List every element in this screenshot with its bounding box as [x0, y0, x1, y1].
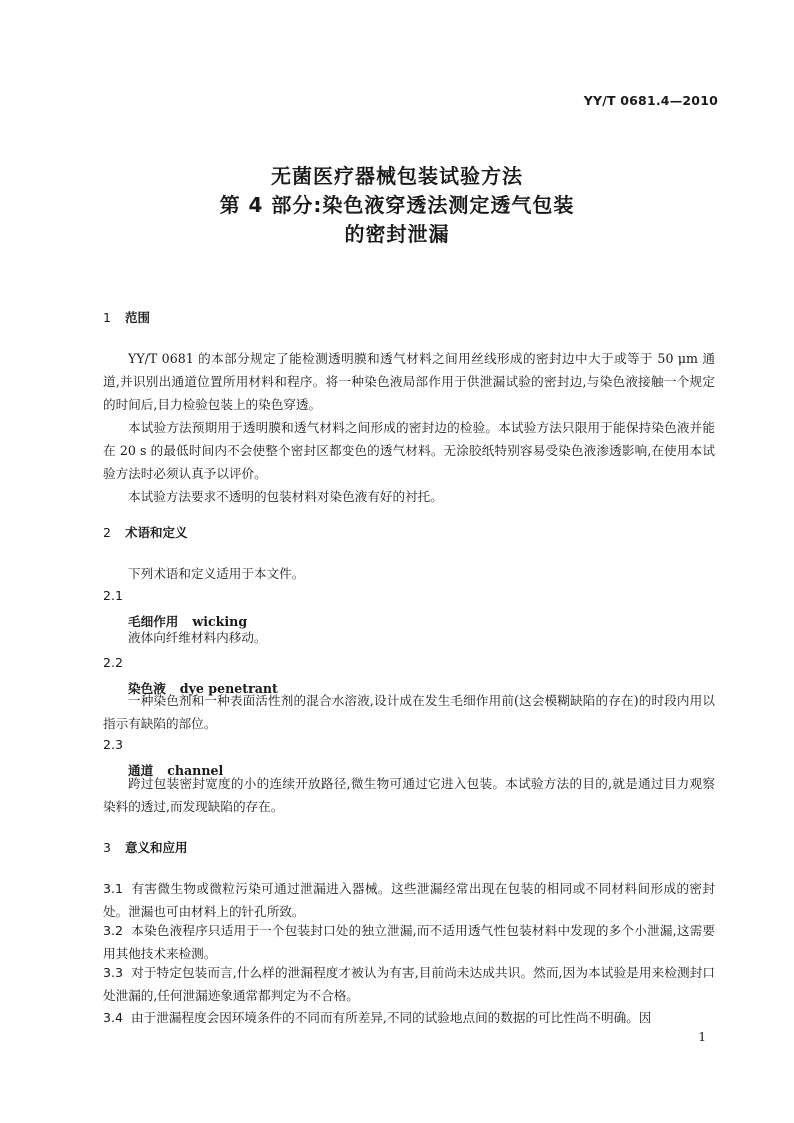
subclause-text: 对于特定包装而言,什么样的泄漏程度才被认为有害,目前尚未达成共识。然而,因为本试验是用来检测封口处泄漏的,任何泄漏迹象通常都判定为不合格。	[103, 965, 715, 1003]
term-zh: 染色液	[128, 681, 166, 696]
scope-paragraph-2: 本试验方法预期用于透明膜和透气材料之间形成的密封边的检验。本试验方法只限用于能保持染色液并能在 20 s 的最低时间内不会使整个密封区都变色的透气材料。无涂胶纸特别容易受染色液渗透影响,在使用本试验方法时必须认真予以评价。	[103, 420, 715, 481]
term-number: 2.2	[103, 655, 124, 670]
page-number: 1	[698, 1030, 706, 1044]
section-title: 术语和定义	[125, 525, 188, 540]
title-line-3: 的密封泄漏	[344, 222, 450, 246]
subclause-number: 3.2	[103, 923, 124, 938]
subclause-3-1	[103, 877, 715, 923]
title-line-1: 无菌医疗器械包装试验方法	[271, 164, 523, 188]
term-en: channel	[167, 763, 224, 778]
term-zh: 通道	[128, 763, 154, 778]
section-number: 3	[103, 840, 111, 855]
section-1-heading	[103, 308, 150, 326]
section-3-heading	[103, 838, 188, 856]
term-number: 2.3	[103, 737, 124, 752]
term-en: dye penetrant	[179, 681, 278, 696]
term-en: wicking	[192, 614, 248, 629]
standard-number: YY/T 0681.4—2010	[583, 93, 718, 108]
section-title: 范围	[125, 310, 151, 325]
subclause-text: 有害微生物或微粒污染可通过泄漏进入器械。这些泄漏经常出现在包装的相同或不同材料间形成的密封处。泄漏也可由材料上的针孔所致。	[103, 881, 715, 919]
scope-paragraph-1: YY/T 0681 的本部分规定了能检测透明膜和透气材料之间用丝线形成的密封边中大于或等于 50 μm 通道,并识别出通道位置所用材料和程序。将一种染色液局部作用于供泄漏试验的密封边,与染色液接触一个规定的时间后,目力检验包装上的染色穿透。	[103, 351, 715, 412]
section-title: 意义和应用	[125, 840, 188, 855]
subclause-3-2	[103, 919, 715, 965]
term-number: 2.1	[103, 588, 124, 603]
section-2-heading	[103, 523, 188, 541]
subclause-3-4	[103, 1006, 715, 1029]
subclause-3-3	[103, 961, 715, 1007]
term-definition: 一种染色剂和一种表面活性剂的混合水溶液,设计成在发生毛细作用前(这会模糊缺陷的存在)的时段内用以指示有缺陷的部位。	[103, 693, 715, 731]
section-number: 1	[103, 310, 111, 325]
terms-intro: 下列术语和定义适用于本文件。	[128, 566, 305, 581]
term-definition: 液体向纤维材料内移动。	[128, 630, 267, 645]
scope-paragraph-3: 本试验方法要求不透明的包装材料对染色液有好的衬托。	[128, 489, 443, 504]
subclause-text: 由于泄漏程度会因环境条件的不同而有所差异,不同的试验地点间的数据的可比性尚不明确。因	[131, 1010, 652, 1025]
title-line-2: 第 4 部分:染色液穿透法测定透气包装	[219, 193, 575, 217]
subclause-number: 3.4	[103, 1010, 124, 1025]
term-zh: 毛细作用	[128, 614, 179, 629]
section-number: 2	[103, 525, 111, 540]
subclause-number: 3.1	[103, 881, 124, 896]
term-definition: 跨过包装密封宽度的小的连续开放路径,微生物可通过它进入包装。本试验方法的目的,就是通过目力观察染料的透过,而发现缺陷的存在。	[103, 776, 715, 814]
subclause-number: 3.3	[103, 965, 124, 980]
subclause-text: 本染色液程序只适用于一个包装封口处的独立泄漏,而不适用透气性包装材料中发现的多个小泄漏,这需要用其他技术来检测。	[103, 923, 715, 961]
